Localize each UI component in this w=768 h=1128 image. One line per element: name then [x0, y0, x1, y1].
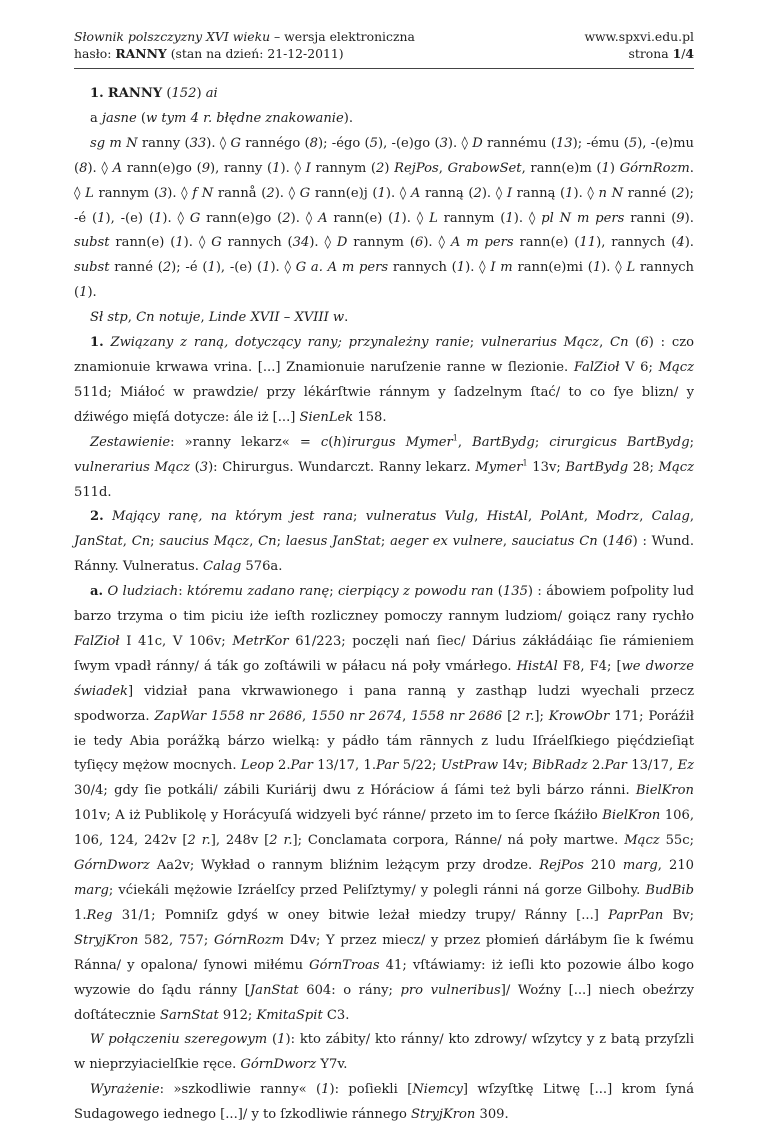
- entry-paragraph: sg m N ranny (33). ◊ G rannégo (8); -égo (5), -(e)go (3). ◊ D rannému (13); -ému (5), -(e)mu (8). ◊ A rann(e)go (9), ranny (1). ◊ I rannym (2) RejPos, GrabowSet, rann(e)m (1) GórnRozm. ◊ L rannym (3). ◊ f N rannå (2). ◊ G rann(e)j (1). ◊ A ranną (2). ◊ I ranną (1). ◊ n N ranné (2); -é (1), -(e) (1). ◊ G rann(e)go (2). ◊ A rann(e) (1). ◊ L rannym (1). ◊ pl N m pers ranni (9). subst rann(e) (1). ◊ G rannych (34). ◊ D rannym (6). ◊ A m pers rann(e) (11), rannych (4). subst ranné (2); -é (1), -(e) (1). ◊ G a. A m pers rannych (1). ◊ I m rann(e)mi (1). ◊ L rannych (1).: [74, 135, 694, 301]
- header-left: [74, 28, 415, 62]
- headword: RANNY: [107, 86, 163, 101]
- entry-paragraph: W połączeniu szeregowym (1): kto zábity/ kto ránny/ kto zdrowy/ wſzytcy y z batą przyſzli w nieprzyiacielſkie ręce. GórnDworz Y7v.: [74, 1032, 695, 1073]
- entry-paragraph: a jasne (w tym 4 r. błędne znakowanie).: [90, 110, 353, 126]
- page-number: strona 1/4: [628, 46, 694, 61]
- dictionary-title-rest: – wersja elektroniczna: [270, 29, 415, 44]
- dictionary-title: [74, 28, 415, 45]
- sense-2a: a. O ludziach: któremu zadano ranę; cierpiący z powodu ran (135) : ábowiem poſpolity lud barzo trzyma o tim piciu iże ieſth rozliczney pomoczy rannym ludziom/ goiącz rany rychło FalZioł I 41c, V 106v; MetrKor 61/223; poczęli nań ſiec/ Dárius zákłádáiąc ſie rámieniem ſwym vpadł ránny/ á ták go zoſtáwili w páłacu ná poły vmárłego. HistAl F8, F4; [we dworze świadek] vidział pana vkrwawionego i pana ranną y zasthąp ludzi wyechali przecz spodworza. ZapWar 1558 nr 2686, 1550 nr 2674, 1558 nr 2686 [2 r.]; KrowObr 171; Poráźił ie tedy Abia porážką bárzo wielką: y pádło tám rānnych z ludu Iſráelſkiego pięćdzieſiąt tyſięcy mężow mocnych. Leop 2.Par 13/17, 1.Par 5/22; UstPraw I4v; BibRadz 2.Par 13/17, Ez 30/4; gdy ſie potkáli/ zábili Kuriárij dwu z Hóráciow á ſámi też byli bárzo ránni. BielKron 101v; A iż Publikolę y Horácyuſá widzyeli być ránne/ przeto im to ſerce ſkáźiło BielKron 106, 106, 124, 242v [2 r.], 248v [2 r.]; Conclamata corpora, Ránne/ ná poły martwe. Mącz 55c; GórnDworz Aa2v; Wykład o rannym bliźnim leżącym przy drodze. RejPos 210 marg, 210 marg; vćiekáli mężowie Izráelſcy przed Peliſztymy/ y polegli ránni ná gorze Gilbohy. BudBib 1.Reg 31/1; Pomniſz gdyś w oney bitwie leżał miedzy trupy/ Ránny [...] PaprPan Bv; StryjKron 582, 757; GórnRozm D4v; Y przez miecz/ y przez płomień dárłábym ſie k ſwému Ránna/ y opalona/ ſynowi miłému GórnTroas 41; vſtáwiamy: iż ieſli kto pozowie álbo kogo wyzowie do ſądu ránny [JanStat 604: o rány; pro vulneribus]/ Woźny [...] niech obeźrzy doſtátecznie SarnStat 912; KmitaSpit C3.: [74, 584, 695, 1023]
- entry-word: RANNY: [115, 46, 167, 61]
- header-right: [584, 28, 694, 62]
- site-url[interactable]: www.spxvi.edu.pl: [584, 29, 694, 44]
- entry-paragraph: Wyrażenie: »szkodliwie ranny« (1): poſiekli [Niemcy] wſzyſtkę Litwę [...] krom ſyná Sudagowego iednego [...]/ y to ſzkodliwie ránnego StryjKron 309.: [74, 1082, 695, 1123]
- sense-1: 1. Związany z raną, dotyczący rany; przynależny ranie; vulnerarius Mącz, Cn (6) : czo znamionuie krwawa vrina. [...] Znamionuie naruſzenie ranne w ſlezionie. FalZioł V 6; Mącz 511d; Miáłoć w prawdzie/ przy lékárſtwie ránnym y ſadzelnym ſtać/ to co ſye blizn/ y dźiwégo mięſá dotycze: ále iż [...] SienLek 158.: [74, 335, 695, 425]
- dictionary-title-italic: Słownik polszczyzny XVI wieku: [74, 29, 271, 44]
- entry-body: [74, 82, 694, 1128]
- sense-2: 2. Mający ranę, na którym jest rana; vulneratus Vulg, HistAl, PolAnt, Modrz, Calag, JanStat, Cn; saucius Mącz, Cn; laesus JanStat; aeger ex vulnere, sauciatus Cn (146) : Wund. Ránny. Vulneratus. Calag 576a.: [74, 509, 694, 575]
- entry-paragraph: Sł stp, Cn notuje, Linde XVII – XVIII w.: [90, 310, 349, 326]
- page-header: [74, 28, 694, 62]
- entry-heading: 1. RANNY (152) ai: [90, 86, 218, 101]
- entry-label: hasło: RANNY (stan na dzień: 21-12-2011): [74, 46, 344, 61]
- entry-paragraph: Zestawienie: »ranny lekarz« = c(h)irurgus Mymer$^1$, BartBydg; cirurgicus BartBydg; vulnerarius Mącz (3): Chirurgus. Wundarczt. Ranny lekarz. Mymer$^1$ 13v; BartBydg 28; Mącz 511d.: [74, 433, 694, 500]
- header-divider: [74, 68, 694, 69]
